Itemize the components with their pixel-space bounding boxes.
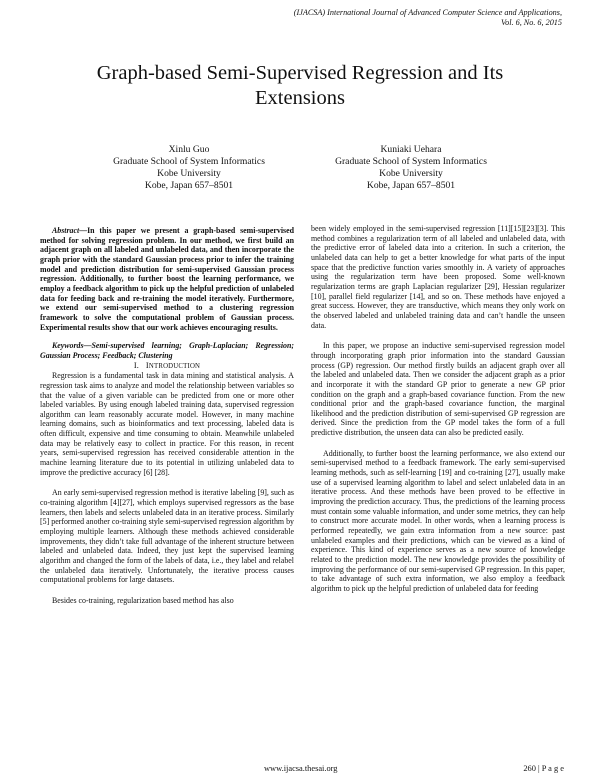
- body-paragraph: Additionally, to further boost the learning performance, we also extend our semi-supervised method to a feedback framework. The early semi-supervised learning methods, such as self-learning [19] and co-training [27], usually make use of a supervised learning algorithm to label and select unlabeled data in an iterative process. And these methods have been proved to be effective in improving the prediction accuracy. Thus, the predictions of the learning process must contain some valuable information, and under some metrics, they can help to construct more accurate model. In other words, when a learning process is performed repeatedly, we gain extra information from a new source: past unlabeled examples and their predictions, which can be viewed as a kind of experience. This kind of experience serves as a new source of knowledge related to the prediction model. The new knowledge provides the possibility of improving the performance of our semi-supervised GP regression. In this paper, to take advantage of such extra information, we also employ a feedback algorithm to pick up the helpful prediction of unlabeled data for feeding: [311, 448, 565, 593]
- author-name: Xinlu Guo: [168, 144, 210, 155]
- abstract: [40, 226, 294, 332]
- journal-header: [294, 8, 562, 28]
- journal-volume: Vol. 6, No. 6, 2015: [501, 18, 562, 27]
- author-location: Kobe, Japan 657–8501: [366, 180, 456, 191]
- abstract-text: —In this paper we present a graph-based semi-supervised method for solving regression problem. In our method, we first build an adjacent graph on all labeled and unlabeled data, and then incorporate the graph prior with the standard Gaussian process prior to infer the training model and prediction distribution for semi-supervised Gaussian process regression. Additionally, to further boost the learning performance, we employ a feedback algorithm to pick up the helpful prediction of unlabeled data for feeding back and re-training the model iteratively. Furthermore, we extend our semi-supervised method to a clustering regression framework to solve the computational problem of Gaussian process. Experimental results show that our work achieves encouraging results.: [40, 226, 294, 332]
- paper-title: [40, 61, 560, 111]
- section-title-rest: NTRODUCTION: [148, 362, 201, 370]
- footer-url[interactable]: www.ijacsa.thesai.org: [264, 764, 338, 773]
- right-column: [311, 224, 565, 594]
- section-number: I.: [133, 360, 140, 370]
- section-title-initial: I: [145, 360, 149, 370]
- author-2: [291, 144, 531, 192]
- left-column: [40, 226, 294, 606]
- author-department: Graduate School of System Informatics: [113, 156, 265, 167]
- author-location: Kobe, Japan 657–8501: [144, 180, 234, 191]
- body-paragraph: An early semi-supervised regression method is iterative labeling [9], such as co-training algorithm [4][27], which employs supervised regressors as the base learners, then labels and selects unlabeled data in an iterative process. Similarly [5] performed another co-training style semi-supervised regression algorithm by employing multiple learners. Although these methods achieved considerable improvements, they didn’t take full advantage of the inherent structure between labeled and unlabeled data. Indeed, they just kept the supervised learning algorithm and changed the form of the labels of data, i.e., they label and relabel the unlabeled data iteratively. Unfortunately, the iterative process causes computational problems for large datasets.: [40, 488, 294, 585]
- abstract-label: Abstract: [52, 226, 80, 235]
- keywords-label: Keywords: [52, 341, 84, 351]
- author-department: Graduate School of System Informatics: [335, 156, 487, 167]
- body-paragraph: Besides co-training, regularization based method has also: [52, 595, 234, 605]
- body-paragraph: been widely employed in the semi-supervised regression [11][15][23][3]. This method combines a regularization term of all labeled and unlabeled data, with the predictive error of labeled data into a criterion. In such a criterion, the unlabeled data can help to get a better knowledge for what parts of the input space that the predictive function varies smoothly in. A variety of approaches using the regularization term have been proposed. Some well-known regularization terms are graph Laplacian regularizer [29], Hessian regularizer [10], parallel field regularizer [14], and so on. These methods have enjoyed a great success. However, they are transductive, which means they only work on the observed labeled and unlabeled training data and can’t handle the unseen data.: [311, 224, 565, 330]
- title-line-1: Graph-based Semi-Supervised Regression and Its: [96, 62, 504, 84]
- keywords-text: —Semi-supervised learning; Graph-Laplacian; Regression; Gaussian Process; Feedback; Clustering: [40, 341, 294, 360]
- body-paragraph: Regression is a fundamental task in data mining and statistical analysis. A regression task aims to analyze and model the relationship between variables so that the value of a given variable can be predicted from one or more other labeled variables. By using enough labeled training data, supervised regression algorithm can learn reasonably accurate model. However, in many machine learning domains, such as bioinformatics and text processing, labeled data is often difficult, expensive and time consuming to obtain. Meanwhile unlabeled data may be relatively easy to collect in practice. For this reason, in recent years, semi-supervised regression has received considerable attention in the machine learning literature due to its potential in utilizing unlabeled data to improve the predictive accuracy [6] [28].: [40, 371, 294, 477]
- section-heading-introduction: [40, 361, 294, 372]
- author-university: Kobe University: [157, 168, 221, 179]
- journal-name: (IJACSA) International Journal of Advanced Computer Science and Applications,: [293, 8, 562, 17]
- keywords: [40, 341, 294, 360]
- body-paragraph: In this paper, we propose an inductive semi-supervised regression model through incorporating graph prior information into the standard Gaussian process (GP) regression. Our method firstly builds an adjacent graph over all the labeled and unlabeled data. Then we consider the adjacent graph as a prior and incorporate it with the standard GP prior to generate a new GP prior condition on the graph and a graph-based covariance function. From the new conditional prior and the graph-based covariance function, the marginal likelihood and the prediction distribution of semi-supervised GP regression are derived. Since the prediction from the GP model takes the form of a full predictive distribution, the unseen data can also be predicted easily.: [311, 341, 565, 438]
- page-number: 260 | P a g e: [523, 764, 564, 773]
- author-1: [69, 144, 309, 192]
- author-name: Kuniaki Uehara: [380, 144, 442, 155]
- author-university: Kobe University: [379, 168, 443, 179]
- title-line-2: Extensions: [255, 87, 345, 109]
